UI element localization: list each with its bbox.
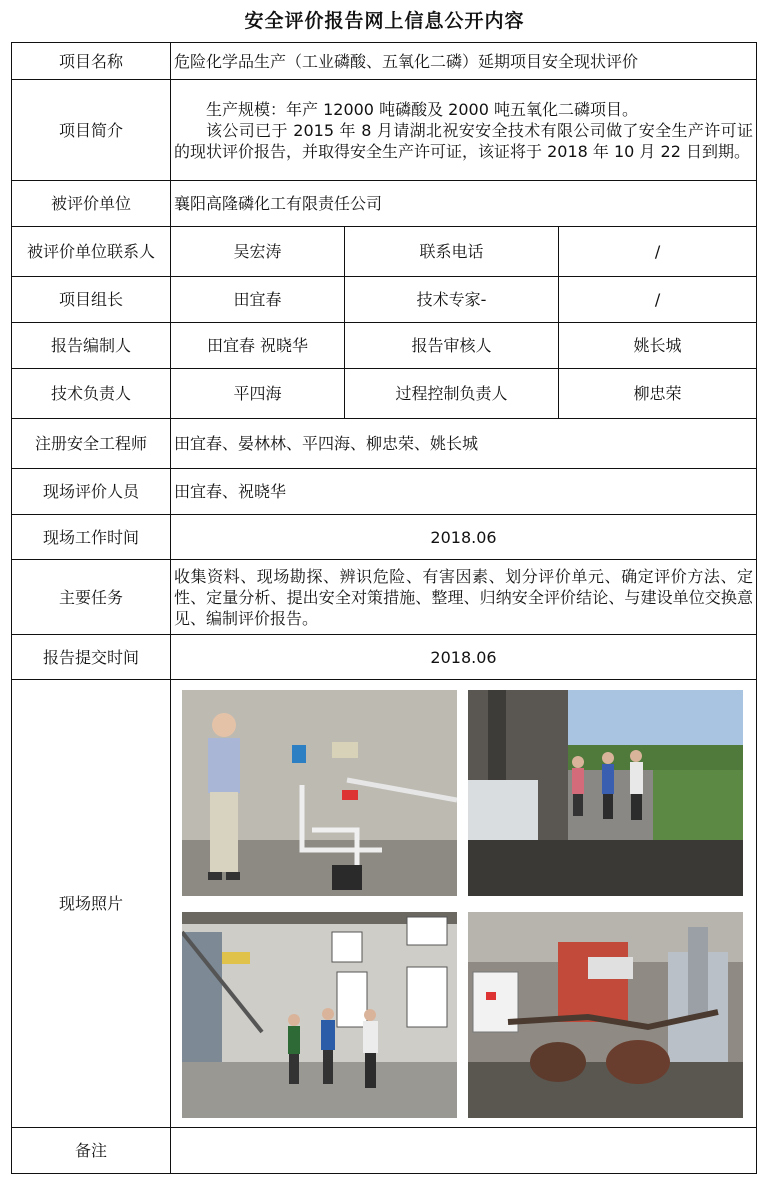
row-contact [12, 227, 757, 277]
compiler-names: 田宜春 祝晓华 [171, 323, 345, 369]
row-site-evaluators [12, 469, 757, 515]
row-engineers [12, 419, 757, 469]
photo-grid [171, 685, 756, 1123]
submit-time-value: 2018.06 [171, 635, 757, 680]
row-remarks [12, 1128, 757, 1174]
main-tasks-value: 收集资料、现场勘探、辨识危险、有害因素、划分评价单元、确定评价方法、定性、定量分析、提出安全对策措施、整理、归纳安全评价结论、与建设单位交换意见、编制评价报告。 [171, 560, 757, 635]
process-control-name: 柳忠荣 [559, 369, 757, 419]
site-time-value: 2018.06 [171, 515, 757, 560]
project-name-value: 危险化学品生产（工业磷酸、五氧化二磷）延期项目安全现状评价 [171, 43, 757, 80]
site-photo-equipment [468, 912, 743, 1118]
row-submit-time [12, 635, 757, 680]
main-tasks-label: 主要任务 [12, 560, 171, 635]
row-site-time [12, 515, 757, 560]
page-title: 安全评价报告网上信息公开内容 [244, 10, 525, 32]
team-leader-name: 田宜春 [171, 277, 345, 323]
contact-label: 被评价单位联系人 [12, 227, 171, 277]
tech-lead-name: 平四海 [171, 369, 345, 419]
evaluated-unit-label: 被评价单位 [12, 181, 171, 227]
team-leader-label: 项目组长 [12, 277, 171, 323]
submit-time-label: 报告提交时间 [12, 635, 171, 680]
project-intro-value [171, 80, 757, 181]
intro-history-text: 该公司已于 2015 年 8 月请湖北祝安安全技术有限公司做了安全生产许可证的现状评价报告，并取得安全生产许可证，该证将于 2018 年 10 月 22 日到期。 [174, 120, 754, 161]
row-compiler [12, 323, 757, 369]
remarks-label: 备注 [12, 1128, 171, 1174]
row-tech-lead [12, 369, 757, 419]
site-evaluators-value: 田宜春、祝晓华 [171, 469, 757, 515]
row-project-intro [12, 80, 757, 181]
site-photo-wall-pipes [182, 690, 457, 896]
row-evaluated-unit [12, 181, 757, 227]
expert-label: 技术专家- [345, 277, 559, 323]
expert-value: / [559, 277, 757, 323]
reviewer-name: 姚长城 [559, 323, 757, 369]
row-photos [12, 680, 757, 1128]
project-intro-label: 项目简介 [12, 80, 171, 181]
site-photo-workshop [182, 912, 457, 1118]
phone-label: 联系电话 [345, 227, 559, 277]
engineers-value: 田宜春、晏林林、平四海、柳忠荣、姚长城 [171, 419, 757, 469]
row-main-tasks [12, 560, 757, 635]
process-control-label: 过程控制负责人 [345, 369, 559, 419]
photos-cell [171, 680, 757, 1128]
site-time-label: 现场工作时间 [12, 515, 171, 560]
project-name-label: 项目名称 [12, 43, 171, 80]
contact-name: 吴宏涛 [171, 227, 345, 277]
info-table [11, 42, 757, 1174]
row-project-name [12, 43, 757, 80]
tech-lead-label: 技术负责人 [12, 369, 171, 419]
reviewer-label: 报告审核人 [345, 323, 559, 369]
row-team-leader [12, 277, 757, 323]
intro-scale-text: 生产规模：年产 12000 吨磷酸及 2000 吨五氧化二磷项目。 [206, 99, 638, 119]
engineers-label: 注册安全工程师 [12, 419, 171, 469]
evaluated-unit-value: 襄阳高隆磷化工有限责任公司 [171, 181, 757, 227]
phone-value: / [559, 227, 757, 277]
remarks-value [171, 1128, 757, 1174]
site-evaluators-label: 现场评价人员 [12, 469, 171, 515]
site-photo-factory-yard [468, 690, 743, 896]
photos-label: 现场照片 [12, 680, 171, 1128]
compiler-label: 报告编制人 [12, 323, 171, 369]
